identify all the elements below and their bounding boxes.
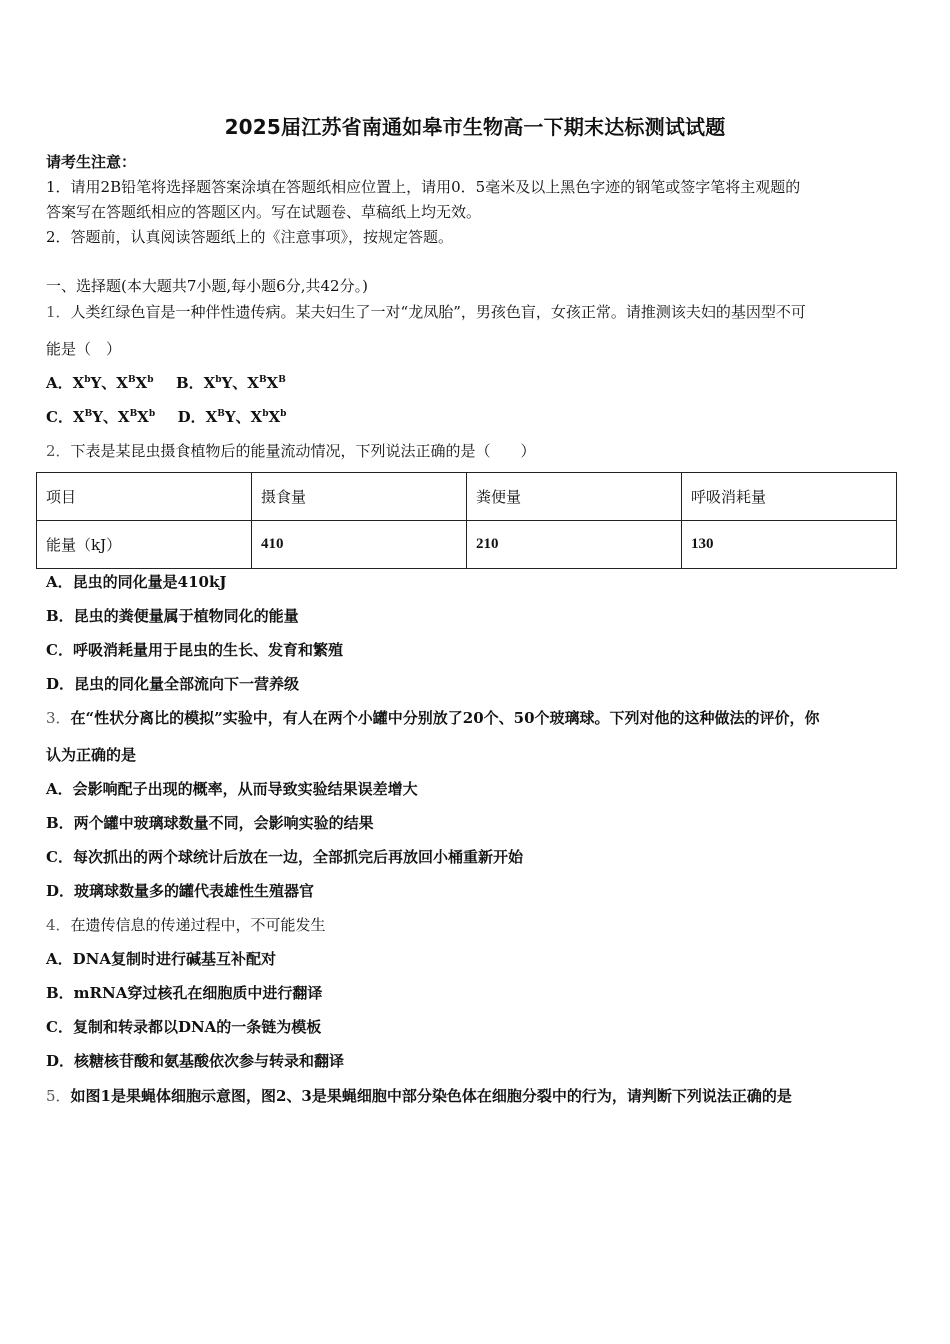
question-number: 2． — [46, 442, 71, 460]
question-3-text-line-2: 认为正确的是 — [46, 746, 137, 764]
question-3-text-line-1: 在“性状分离比的模拟”实验中，有人在两个小罐中分别放了20个、50个玻璃球。下列对他的这种做法的评价，你 — [70, 709, 820, 727]
option-c[interactable]: C．呼吸消耗量用于昆虫的生长、发育和繁殖 — [46, 641, 343, 659]
table-cell: 410 — [252, 521, 467, 569]
option-b[interactable]: B．昆虫的粪便量属于植物同化的能量 — [46, 607, 299, 625]
question-3 — [46, 708, 820, 728]
table-header-cell: 粪便量 — [467, 473, 682, 521]
question-1-text-line-2: 能是（ ） — [46, 340, 122, 358]
table-header-cell: 呼吸消耗量 — [682, 473, 897, 521]
option-a[interactable]: A．$X^bY$、$X^BX^b$ — [46, 374, 154, 392]
table-header-cell: 项目 — [37, 473, 252, 521]
option-b[interactable]: B．mRNA穿过核孔在细胞质中进行翻译 — [46, 984, 323, 1002]
question-5 — [46, 1086, 792, 1106]
table-cell: 130 — [682, 521, 897, 569]
option-d[interactable]: D．昆虫的同化量全部流向下一营养级 — [46, 675, 300, 693]
question-1 — [46, 302, 806, 322]
question-4 — [46, 915, 326, 935]
question-1-text-line-1: 人类红绿色盲是一种伴性遗传病。某夫妇生了一对“龙凤胎”，男孩色盲，女孩正常。请推测该夫妇的基因型不可 — [70, 303, 806, 321]
option-b[interactable]: B．$X^bY$、$X^BX^B$ — [175, 374, 286, 392]
option-b[interactable]: B．两个罐中玻璃球数量不同，会影响实验的结果 — [46, 814, 374, 832]
question-4-text: 在遗传信息的传递过程中，不可能发生 — [70, 916, 326, 934]
option-d[interactable]: D．核糖核苷酸和氨基酸依次参与转录和翻译 — [46, 1052, 345, 1070]
section-heading: 一、选择题(本大题共7小题,每小题6分,共42分。) — [46, 277, 368, 295]
question-number: 4． — [46, 916, 71, 934]
notice-item-2: 2．答题前，认真阅读答题纸上的《注意事项》，按规定答题。 — [46, 228, 454, 246]
question-number: 1． — [46, 303, 71, 321]
table-row — [37, 521, 897, 569]
option-a[interactable]: A．会影响配子出现的概率，从而导致实验结果误差增大 — [46, 780, 418, 798]
question-1-options-row-1 — [46, 373, 286, 393]
table-cell: 能量（kJ） — [37, 521, 252, 569]
option-c[interactable]: C．$X^BY$、$X^BX^b$ — [46, 408, 156, 426]
option-a[interactable]: A．昆虫的同化量是410kJ — [46, 573, 227, 591]
option-d[interactable]: D．玻璃球数量多的罐代表雄性生殖器官 — [46, 882, 315, 900]
option-d[interactable]: D．$X^BY$、$X^bX^b$ — [177, 408, 287, 426]
question-2 — [46, 441, 536, 461]
table-cell: 210 — [467, 521, 682, 569]
table-header-row — [37, 473, 897, 521]
question-number: 3． — [46, 709, 71, 727]
option-c[interactable]: C．复制和转录都以DNA的一条链为模板 — [46, 1018, 322, 1036]
page-title: 2025届江苏省南通如皋市生物高一下期末达标测试试题 — [224, 115, 726, 139]
notice-item-1-line-1: 1．请用2B铅笔将选择题答案涂填在答题纸相应位置上，请用0．5毫米及以上黑色字迹的钢笔或签字笔将主观题的 — [46, 178, 801, 196]
notice-item-1-line-2: 答案写在答题纸相应的答题区内。写在试题卷、草稿纸上均无效。 — [46, 203, 482, 221]
energy-flow-table — [36, 472, 897, 569]
option-a[interactable]: A．DNA复制时进行碱基互补配对 — [46, 950, 276, 968]
table-header-cell: 摄食量 — [252, 473, 467, 521]
question-2-text: 下表是某昆虫摄食植物后的能量流动情况，下列说法正确的是（ ） — [70, 442, 536, 460]
question-number: 5． — [46, 1087, 71, 1105]
notice-heading: 请考生注意： — [46, 153, 137, 171]
question-5-text: 如图1是果蝇体细胞示意图，图2、3是果蝇细胞中部分染色体在细胞分裂中的行为，请判断下列说法正确的是 — [70, 1087, 792, 1105]
question-1-options-row-2 — [46, 407, 286, 427]
option-c[interactable]: C．每次抓出的两个球统计后放在一边，全部抓完后再放回小桶重新开始 — [46, 848, 523, 866]
